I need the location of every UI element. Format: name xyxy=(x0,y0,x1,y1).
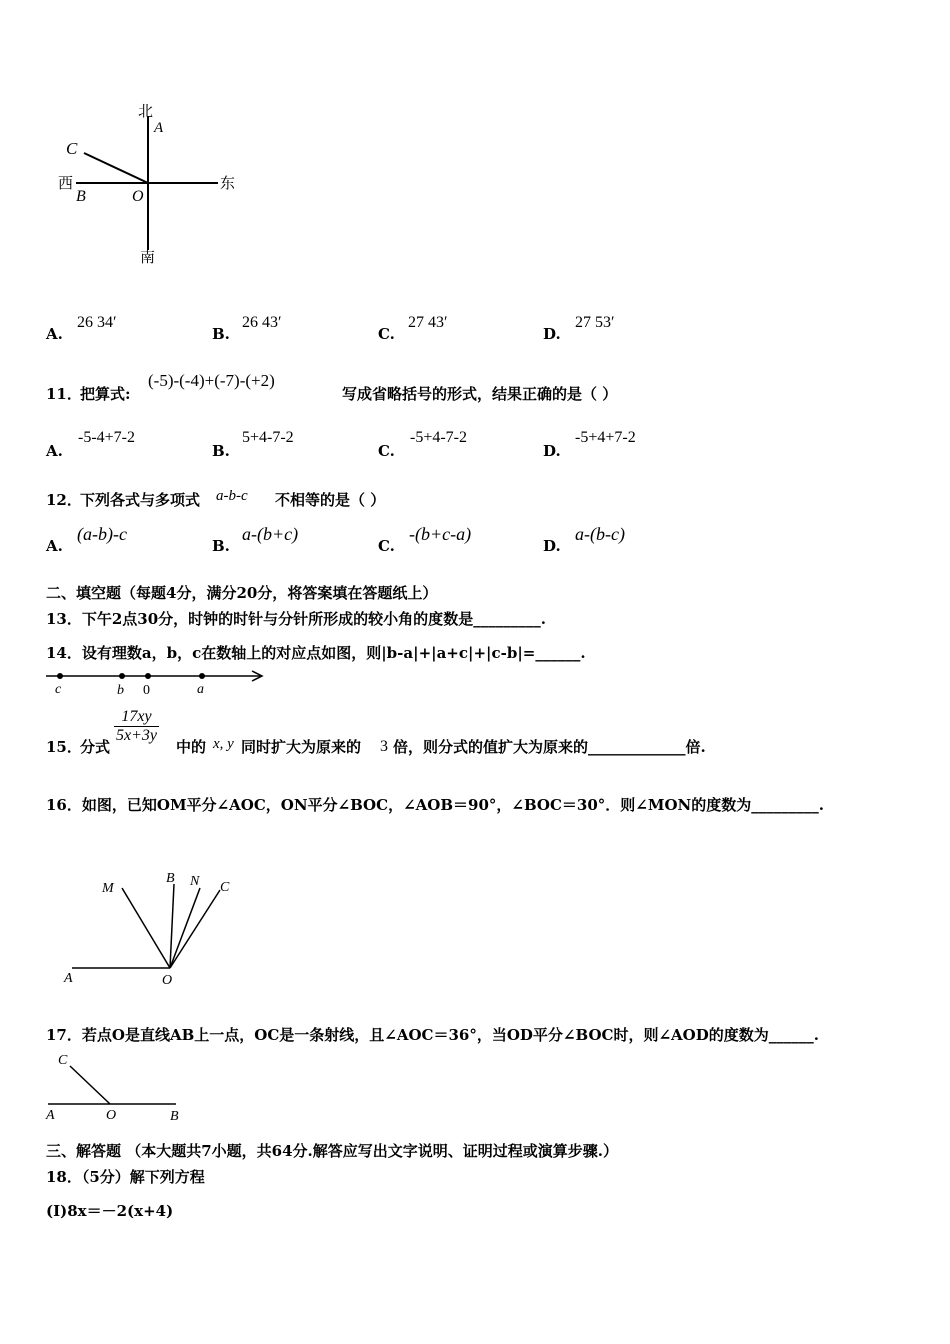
q12-prefix: 下列各式与多项式 xyxy=(80,491,201,509)
label-c: c xyxy=(55,682,62,697)
q15-mid2: 同时扩大为原来的 xyxy=(241,738,362,756)
q11-option-c-label: C. xyxy=(378,442,395,460)
section-3-heading: 三、解答题 （本大题共7小题，共64分.解答应写出文字说明、证明过程或演算步骤.） xyxy=(46,1142,618,1160)
q15-denominator: 5x+3y xyxy=(116,727,157,744)
label-B: B xyxy=(170,1109,179,1124)
ray-oc xyxy=(84,153,148,183)
label-B: B xyxy=(76,188,86,205)
point-c xyxy=(57,673,63,679)
point-zero xyxy=(145,673,151,679)
label-west: 西 xyxy=(58,176,74,192)
q12-option-d-label: D. xyxy=(543,537,561,555)
q15-vars: x, y xyxy=(213,736,234,752)
compass-figure xyxy=(50,100,250,270)
angle-figure xyxy=(56,864,256,994)
q11-option-c-value: -5+4-7-2 xyxy=(410,429,468,446)
q10-option-b-value: 26 43′ xyxy=(242,314,282,331)
number-line-figure xyxy=(40,666,270,698)
label-zero: 0 xyxy=(143,683,150,698)
label-C: C xyxy=(58,1053,68,1068)
label-B: B xyxy=(166,871,175,886)
q11-option-d-value: -5+4+7-2 xyxy=(575,429,636,446)
q12-number: 12． xyxy=(46,491,82,509)
label-O: O xyxy=(132,188,144,205)
q10-option-a-value: 26 34′ xyxy=(77,314,117,331)
q11-expression: (-5)-(-4)+(-7)-(+2) xyxy=(148,371,275,390)
q11-suffix: 写成省略括号的形式，结果正确的是（ ） xyxy=(342,385,618,403)
label-O: O xyxy=(106,1108,117,1123)
label-east: 东 xyxy=(220,176,236,192)
q11-option-b-label: B. xyxy=(212,442,230,460)
q12-option-b-label: B. xyxy=(212,537,230,555)
point-b xyxy=(119,673,125,679)
ray-ob xyxy=(170,884,174,968)
label-C: C xyxy=(220,880,230,895)
ray-oc xyxy=(70,1066,110,1104)
q12-suffix: 不相等的是（ ） xyxy=(275,491,386,509)
q12-option-b-value: a-(b+c) xyxy=(242,524,299,544)
label-south: 南 xyxy=(140,250,156,266)
q15-fraction xyxy=(114,708,159,745)
q14-text: 14．设有理数a，b，c在数轴上的对应点如图，则|b-a|+|a+c|+|c-b|=______. xyxy=(46,644,586,662)
q17-text: 17．若点O是直线AB上一点，OC是一条射线，且∠AOC＝36°，当OD平分∠BOC时，则∠AOD的度数为______. xyxy=(46,1026,819,1044)
q12-option-c-label: C. xyxy=(378,537,395,555)
q10-option-c-value: 27 43′ xyxy=(408,314,448,331)
q11-number: 11． xyxy=(46,385,82,403)
label-O: O xyxy=(162,973,173,988)
q16-text: 16．如图，已知OM平分∠AOC，ON平分∠BOC，∠AOB＝90°，∠BOC＝30°．则∠MON的度数为_________. xyxy=(46,796,824,814)
label-a: a xyxy=(197,682,204,697)
label-A: A xyxy=(154,120,164,136)
q12-expression: a-b-c xyxy=(216,488,248,504)
q12-option-a-label: A. xyxy=(46,537,63,555)
label-A: A xyxy=(64,971,73,986)
ray-om xyxy=(122,888,170,968)
label-N: N xyxy=(190,874,200,889)
q12-option-d-value: a-(b-c) xyxy=(575,524,625,544)
q13-text: 13．下午2点30分，时钟的时针与分针所形成的较小角的度数是_________. xyxy=(46,610,546,628)
q10-option-c-label: C. xyxy=(378,325,395,343)
q10-option-a-label: A. xyxy=(46,325,63,343)
label-M: M xyxy=(102,881,114,896)
q18-text: 18．（5分）解下列方程 xyxy=(46,1168,205,1186)
q15-factor: 3 xyxy=(380,738,388,755)
q15-prefix: 分式 xyxy=(80,738,111,756)
q11-option-a-label: A. xyxy=(46,442,63,460)
label-b: b xyxy=(117,683,124,698)
label-C: C xyxy=(66,139,78,158)
q18-part-1: (Ⅰ)8x＝－2(x+4) xyxy=(46,1202,174,1220)
q15-numerator: 17xy xyxy=(114,708,159,727)
q10-option-d-label: D. xyxy=(543,325,561,343)
q10-option-d-value: 27 53′ xyxy=(575,314,615,331)
q15-number: 15． xyxy=(46,738,82,756)
section-2-heading: 二、填空题（每题4分，满分20分，将答案填在答题纸上） xyxy=(46,584,438,602)
label-A: A xyxy=(46,1108,55,1123)
label-north: 北 xyxy=(138,104,154,120)
q11-option-d-label: D. xyxy=(543,442,561,460)
q11-option-b-value: 5+4-7-2 xyxy=(242,429,294,446)
point-a xyxy=(199,673,205,679)
q15-suffix: 倍，则分式的值扩大为原来的_____________倍. xyxy=(393,738,706,756)
line-ray-figure xyxy=(40,1048,190,1124)
q12-option-c-value: -(b+c-a) xyxy=(409,524,472,544)
q11-option-a-value: -5-4+7-2 xyxy=(78,429,136,446)
q12-option-a-value: (a-b)-c xyxy=(77,524,127,544)
q15-mid1: 中的 xyxy=(176,738,207,756)
q11-prefix: 把算式: xyxy=(80,385,131,403)
q10-option-b-label: B. xyxy=(212,325,230,343)
